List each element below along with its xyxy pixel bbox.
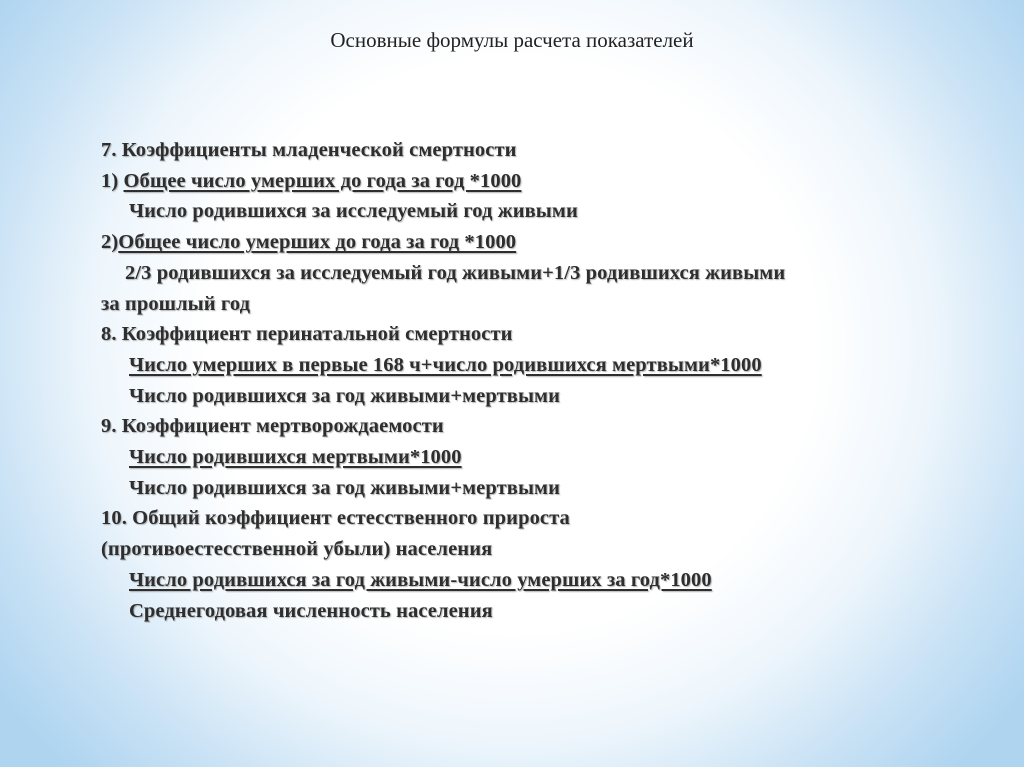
formula-2-number: 2) xyxy=(101,231,119,254)
formulas-text xyxy=(101,135,971,626)
natural-increase-denominator: Среднегодовая численность населения xyxy=(129,599,493,622)
formula-1-numerator: Общее число умерших до года за год *1000 xyxy=(123,169,522,192)
formula-1-numerator-line xyxy=(101,166,971,197)
formula-1-denominator: Число родившихся за исследуемый год живыми xyxy=(129,200,578,223)
heading-natural-increase-continued: (противоестесственной убыли) населения xyxy=(101,538,493,561)
formula-2-denominator-continued: за прошлый год xyxy=(101,292,251,315)
perinatal-numerator: Число умерших в первые 168 ч+число родившихся мертвыми*1000 xyxy=(129,353,762,376)
formula-2-denominator: 2/3 родившихся за исследуемый год живыми+1/3 родившихся живыми xyxy=(125,261,786,284)
perinatal-denominator: Число родившихся за год живыми+мертвыми xyxy=(129,384,561,407)
formula-2-numerator: Общее число умерших до года за год *1000 xyxy=(118,231,517,254)
heading-infant-mortality: 7. Коэффициенты младенческой смертности xyxy=(101,139,517,161)
slide-title: Основные формулы расчета показателей xyxy=(330,28,694,52)
natural-increase-numerator: Число родившихся за год живыми-число умерших за год*1000 xyxy=(129,568,712,591)
stillbirth-denominator: Число родившихся за год живыми+мертвыми xyxy=(129,476,561,499)
stillbirth-numerator: Число родившихся мертвыми*1000 xyxy=(129,446,462,469)
heading-stillbirth-rate: 9. Коэффициент мертворождаемости xyxy=(101,415,444,438)
heading-perinatal-mortality: 8. Коэффициент перинатальной смертности xyxy=(101,323,513,346)
formula-1-number: 1) xyxy=(101,169,124,192)
heading-natural-increase: 10. Общий коэффициент естесственного прироста xyxy=(101,507,570,530)
formula-2-numerator-line xyxy=(101,227,971,258)
